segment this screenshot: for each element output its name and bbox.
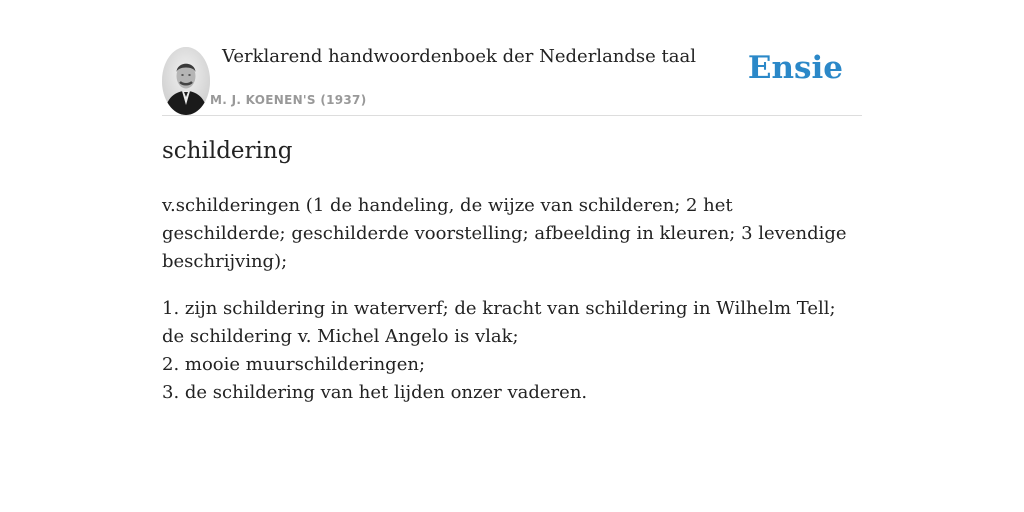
entry-content — [162, 192, 852, 407]
entry-definition: v.schilderingen (1 de handeling, de wijze van schilderen; 2 het geschilderde; geschilderde voorstelling; afbeelding in kleuren; 3 levendige beschrijving); — [162, 195, 847, 272]
ensie-logo[interactable]: Ensie — [747, 50, 843, 86]
portrait-image — [162, 47, 210, 115]
dictionary-header — [162, 40, 862, 116]
book-title: Verklarend handwoordenboek der Nederlandse taal — [222, 46, 696, 67]
example-item: 2. mooie muurschilderingen; — [162, 354, 426, 375]
entry-headword: schildering — [162, 138, 293, 164]
book-subtitle: M. J. KOENEN'S (1937) — [210, 93, 367, 107]
example-item: 1. zijn schildering in waterverf; de kracht van schildering in Wilhelm Tell; de schildering v. Michel Angelo is vlak; — [162, 298, 836, 347]
example-item: 3. de schildering van het lijden onzer vaderen. — [162, 382, 588, 403]
entry-examples — [162, 295, 852, 407]
author-portrait — [162, 47, 210, 115]
